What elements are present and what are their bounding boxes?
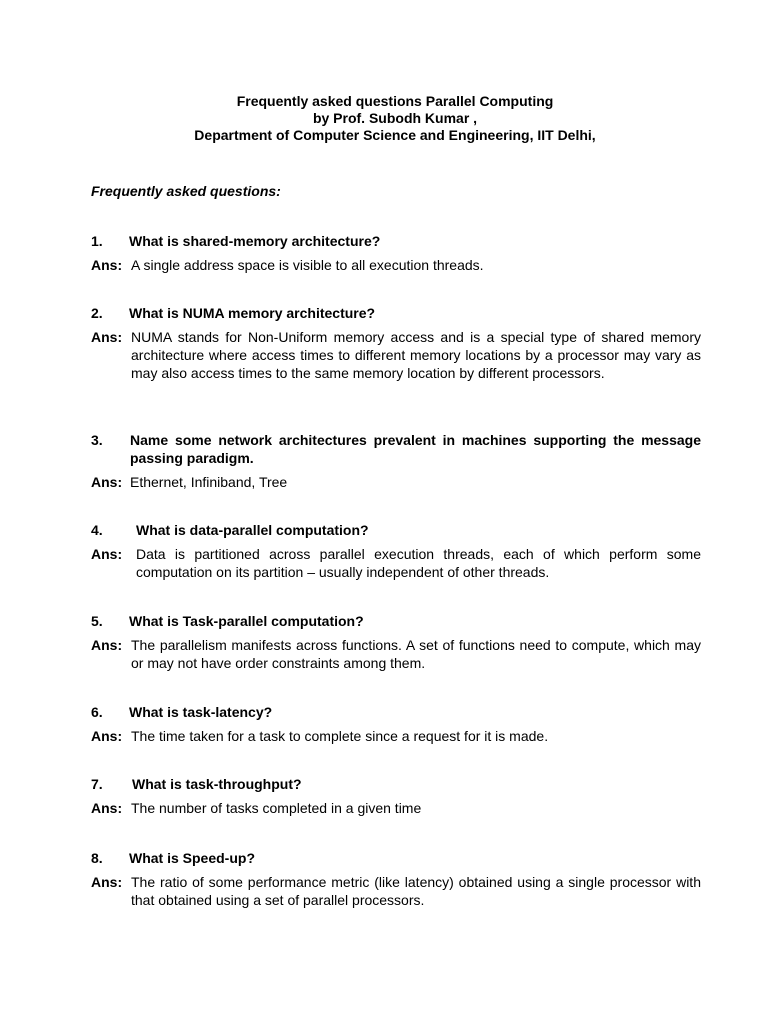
faq-item-6 [91, 703, 701, 745]
header-title: Frequently asked questions Parallel Computing [236, 93, 554, 109]
faq-number: 8. [91, 850, 103, 866]
header-author: by Prof. Subodh Kumar , [312, 110, 478, 126]
faq-number: 5. [91, 613, 103, 629]
answer-label: Ans: [91, 728, 123, 744]
faq-question-text: What is task-throughput? [132, 776, 302, 792]
faq-number: 2. [91, 305, 103, 321]
faq-answer [91, 545, 701, 581]
faq-answer [91, 727, 701, 745]
faq-answer-text: The number of tasks completed in a given time [131, 800, 422, 816]
faq-question [91, 612, 701, 630]
faq-number: 7. [91, 776, 103, 792]
faq-answer-text: The parallelism manifests across functions. A set of functions need to compute, which may or may not have order constraints among them. [131, 637, 701, 671]
faq-item-3 [91, 431, 701, 491]
faq-question [91, 304, 701, 322]
document-header [0, 93, 768, 144]
faq-number: 1. [91, 233, 103, 249]
faq-answer [91, 799, 701, 817]
faq-answer-text: NUMA stands for Non-Uniform memory access and is a special type of shared memory architecture where access times to different memory locations by a processor may vary as may also access times to the same memory location by different processors. [131, 329, 701, 381]
faq-question-text: What is shared-memory architecture? [129, 233, 381, 249]
faq-question-text: What is Speed-up? [129, 850, 255, 866]
faq-answer-text: The time taken for a task to complete since a request for it is made. [131, 728, 549, 744]
faq-answer-text: Ethernet, Infiniband, Tree [130, 474, 288, 490]
faq-answer [91, 256, 701, 274]
header-department: Department of Computer Science and Engineering, IIT Delhi, [194, 127, 596, 143]
answer-label: Ans: [91, 329, 123, 345]
section-heading: Frequently asked questions: [91, 183, 281, 199]
answer-label: Ans: [91, 874, 123, 890]
faq-answer [91, 473, 701, 491]
answer-label: Ans: [91, 257, 123, 273]
faq-answer-text: A single address space is visible to all execution threads. [131, 257, 484, 273]
answer-label: Ans: [91, 546, 123, 562]
faq-answer [91, 328, 701, 382]
faq-question [91, 232, 701, 250]
faq-item-5 [91, 612, 701, 672]
faq-question-text: What is Task-parallel computation? [129, 613, 364, 629]
faq-item-7 [91, 775, 701, 817]
faq-question [91, 521, 701, 539]
faq-question [91, 849, 701, 867]
faq-answer-text: The ratio of some performance metric (like latency) obtained using a single processor with that obtained using a set of parallel processors. [131, 874, 701, 908]
faq-item-1 [91, 232, 701, 274]
faq-item-2 [91, 304, 701, 382]
faq-question [91, 431, 701, 467]
faq-question [91, 703, 701, 721]
faq-answer [91, 873, 701, 909]
answer-label: Ans: [91, 800, 123, 816]
faq-question [91, 775, 701, 793]
faq-number: 4. [91, 522, 103, 538]
faq-item-8 [91, 849, 701, 909]
faq-question-text: What is data-parallel computation? [136, 522, 369, 538]
faq-question-text: What is task-latency? [129, 704, 273, 720]
answer-label: Ans: [91, 637, 123, 653]
faq-item-4 [91, 521, 701, 581]
faq-question-text: Name some network architectures prevalent in machines supporting the message passing paradigm. [130, 432, 701, 466]
faq-number: 3. [91, 432, 103, 448]
answer-label: Ans: [91, 474, 123, 490]
faq-answer-text: Data is partitioned across parallel execution threads, each of which perform some computation on its partition – usually independent of other threads. [136, 546, 701, 580]
faq-answer [91, 636, 701, 672]
faq-question-text: What is NUMA memory architecture? [129, 305, 376, 321]
faq-number: 6. [91, 704, 103, 720]
